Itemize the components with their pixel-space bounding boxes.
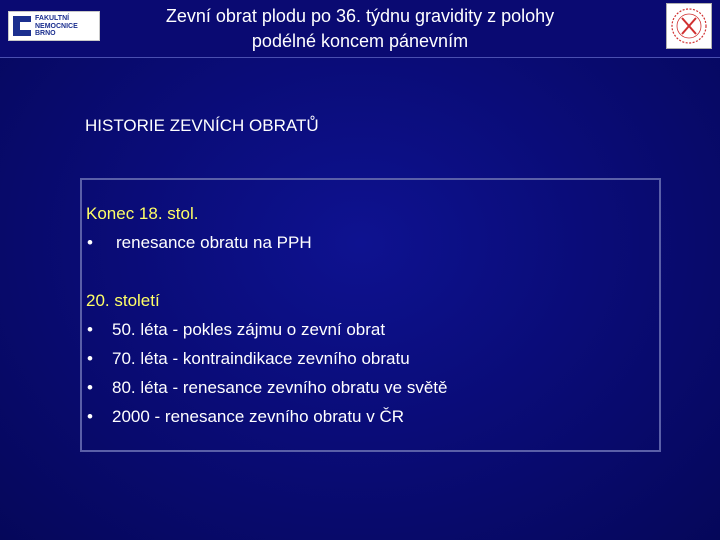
header-bar [0,0,720,58]
bullet-marker: • [87,407,93,426]
section-title: 20. století [86,291,160,310]
bullet-marker: • [87,233,93,252]
list-item: 2000 - renesance zevního obratu v ČR [112,407,405,426]
list-item: renesance obratu na PPH [116,233,312,252]
logo-mark-icon [13,16,31,36]
section-heading: HISTORIE ZEVNÍCH OBRATŮ [85,116,319,135]
hospital-logo [8,11,100,41]
slide-title [110,4,610,54]
logo-text: FAKULTNÍ NEMOCNICE BRNO [35,15,78,37]
emblem-icon [667,4,711,48]
history-panel [80,178,661,452]
bullet-marker: • [87,320,93,339]
emblem-logo [666,3,712,49]
bullet-marker: • [87,378,93,397]
title-line-1: Zevní obrat plodu po 36. týdnu gravidity z polohy [165,6,555,26]
list-item: 50. léta - pokles zájmu o zevní obrat [112,320,386,339]
bullet-marker: • [87,349,93,368]
section-title: Konec 18. stol. [86,204,199,223]
list-item: 70. léta - kontraindikace zevního obratu [112,349,410,368]
title-line-2: podélné koncem pánevním [251,31,469,51]
list-item: 80. léta - renesance zevního obratu ve světě [112,378,448,397]
